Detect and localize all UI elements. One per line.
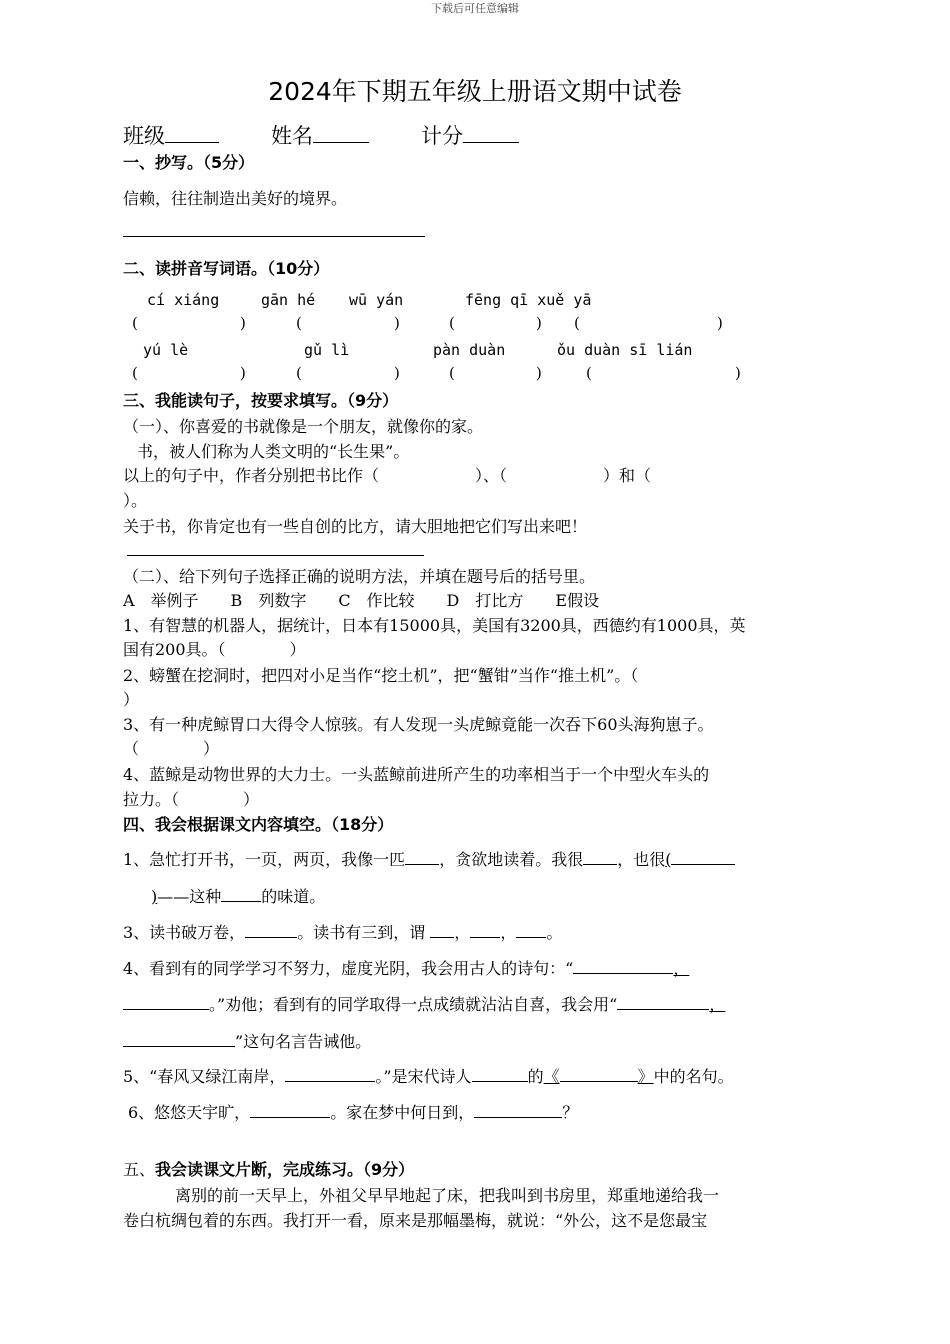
paren-open: ( <box>586 364 592 382</box>
question: 3、有一种虎鲸胃口大得令人惊骇。有人发现一头虎鲸竟能一次吞下60头海狗崽子。 <box>123 715 714 734</box>
paren-open: ( <box>574 314 580 332</box>
s3-paragraph: 关于书，你肯定也有一些自创的比方，请大胆地把它们写出来吧！ <box>123 517 588 536</box>
fill-text: 。”劝他；看到有的同学取得一点成绩就沾沾自喜，我会用“ <box>209 995 618 1014</box>
fill-line <box>123 920 562 943</box>
paren-close: ) <box>717 314 723 332</box>
fill-line <box>123 1064 734 1087</box>
fill-line <box>128 1100 578 1123</box>
pinyin: cí xiáng <box>147 291 220 309</box>
paren-close: ) <box>536 364 542 382</box>
paren-close: ) <box>394 364 400 382</box>
header-note: 下载后可任意编辑 <box>431 2 519 15</box>
fill-text: ， <box>454 923 471 942</box>
fill-blank[interactable] <box>250 1100 330 1118</box>
fill-text: ( <box>665 850 672 869</box>
fill-text: ， <box>500 923 517 942</box>
pinyin: pàn duàn <box>433 341 506 359</box>
fill-blank[interactable] <box>221 884 261 902</box>
fill-text: 。读书有三到，谓 <box>297 923 426 942</box>
pinyin: gān hé <box>261 291 316 309</box>
fill-line <box>123 847 735 870</box>
passage-line: 卷白杭绸包着的东西。我打开一看，原来是那幅墨梅，就说：“外公，这不是您最宝 <box>123 1211 708 1230</box>
section-3-heading: 三、我能读句子，按要求填写。（9分） <box>123 391 399 410</box>
pinyin: gǔ lì <box>304 341 350 359</box>
section-2-heading: 二、读拼音写词语。（10分） <box>123 259 330 278</box>
info-line <box>123 120 519 150</box>
fill-text: 。”是宋代诗人 <box>375 1067 472 1086</box>
score-blank[interactable] <box>463 120 519 143</box>
fill-text: 。 <box>546 923 563 942</box>
fill-text: ， <box>673 959 690 978</box>
class-blank[interactable] <box>165 120 219 143</box>
pinyin: ǒu duàn sī lián <box>557 341 693 359</box>
fill-blank[interactable] <box>123 992 209 1010</box>
passage-line: 离别的前一天早上，外祖父早早地起了床，把我叫到书房里，郑重地递给我一 <box>175 1186 720 1205</box>
paren-close: ) <box>735 364 741 382</box>
s3-paragraph: （一）、你喜爱的书就像是一个朋友，就像你的家。 <box>123 417 484 436</box>
copy-line[interactable] <box>123 236 425 237</box>
pinyin: wū yán <box>349 291 404 309</box>
fill-text: 6、悠悠天宇旷， <box>128 1103 251 1122</box>
fill-text: 。家在梦中何日到， <box>330 1103 475 1122</box>
paren-close: ) <box>536 314 542 332</box>
fill-text: ) <box>151 887 158 906</box>
s3-paragraph: 以上的句子中，作者分别把书比作（ ）、（ ）和（ <box>123 466 652 485</box>
question: 1、有智慧的机器人，据统计，日本有15000具，美国有3200具，西德约有1000具，英 <box>123 616 746 635</box>
s3-paragraph: ）。 <box>123 491 148 510</box>
section-5-number: 五、 <box>123 1160 156 1179</box>
fill-blank[interactable] <box>430 920 454 938</box>
section-4-heading: 四、我会根据课文内容填空。（18分） <box>123 815 394 834</box>
section-1-heading: 一、抄写。（5分） <box>123 153 255 172</box>
fill-blank[interactable] <box>245 920 297 938</box>
fill-text: 的味道。 <box>261 887 326 906</box>
s3-paragraph: 书，被人们称为人类文明的“长生果”。 <box>137 442 410 461</box>
question: 国有200具。（ ） <box>123 640 306 659</box>
fill-blank[interactable] <box>470 920 500 938</box>
answer-line[interactable] <box>127 555 424 556</box>
section-5-heading <box>123 1157 414 1180</box>
score-label: 计分 <box>421 124 463 149</box>
name-label: 姓名 <box>271 124 313 149</box>
pinyin: fēng qī xuě yā <box>465 291 592 309</box>
question: 4、蓝鲸是动物世界的大力士。一头蓝鲸前进所产生的功率相当于一个中型火车头的 <box>123 765 710 784</box>
fill-text: 4、看到有的同学学习不努力，虚度光阴，我会用古人的诗句：“ <box>123 959 574 978</box>
paren-open: ( <box>296 314 302 332</box>
fill-text: 《 <box>543 1067 560 1086</box>
fill-blank[interactable] <box>583 847 617 865</box>
fill-blank[interactable] <box>285 1064 375 1082</box>
fill-text: 中的名句。 <box>653 1067 734 1086</box>
fill-text: 5、“春风又绿江南岸， <box>123 1067 286 1086</box>
fill-text: ”这句名言告诫他。 <box>235 1032 372 1051</box>
paren-open: ( <box>449 364 455 382</box>
section-1-text: 信赖，往往制造出美好的境界。 <box>123 189 348 208</box>
fill-line <box>151 884 325 907</box>
name-blank[interactable] <box>313 120 369 143</box>
s3-paragraph: （二）、给下列句子选择正确的说明方法，并填在题号后的括号里。 <box>123 567 596 586</box>
paren-close: ) <box>240 314 246 332</box>
fill-line <box>123 992 725 1015</box>
question: ） <box>123 690 140 709</box>
options-line: A 举例子 B 列数字 C 作比较 D 打比方 E假设 <box>123 591 600 610</box>
fill-line <box>123 1029 371 1052</box>
fill-text: 3、读书破万卷， <box>123 923 246 942</box>
fill-blank[interactable] <box>560 1064 638 1082</box>
fill-text: ，也很 <box>617 850 666 869</box>
fill-blank[interactable] <box>573 956 673 974</box>
paren-open: ( <box>449 314 455 332</box>
pinyin: yú lè <box>143 341 189 359</box>
fill-blank[interactable] <box>405 847 439 865</box>
fill-blank[interactable] <box>472 1064 528 1082</box>
paren-open: ( <box>132 364 138 382</box>
fill-text: ，贪欲地读着。我很 <box>439 850 584 869</box>
paren-open: ( <box>132 314 138 332</box>
fill-text: 的 <box>527 1067 544 1086</box>
fill-text: ， <box>709 995 726 1014</box>
fill-blank[interactable] <box>123 1029 235 1047</box>
fill-text: ——这种 <box>157 887 222 906</box>
page-title: 2024年下期五年级上册语文期中试卷 <box>268 77 682 106</box>
question: （ ） <box>123 739 220 758</box>
fill-text: 1、急忙打开书，一页，两页，我像一匹 <box>123 850 406 869</box>
class-label: 班级 <box>123 124 165 149</box>
fill-blank[interactable] <box>516 920 546 938</box>
section-5-title: 我会读课文片断，完成练习。（9分） <box>155 1160 415 1179</box>
fill-blank[interactable] <box>474 1100 562 1118</box>
fill-text: 》 <box>637 1067 654 1086</box>
paren-close: ) <box>240 364 246 382</box>
question: 拉力。（ ） <box>123 790 260 809</box>
fill-text: ？ <box>562 1103 579 1122</box>
question: 2、螃蟹在挖洞时，把四对小足当作“挖土机”，把“蟹钳”当作“推土机”。（ <box>123 666 639 685</box>
paren-close: ) <box>394 314 400 332</box>
fill-line <box>123 956 689 979</box>
paren-open: ( <box>296 364 302 382</box>
fill-blank[interactable] <box>671 847 735 865</box>
fill-blank[interactable] <box>617 992 709 1010</box>
